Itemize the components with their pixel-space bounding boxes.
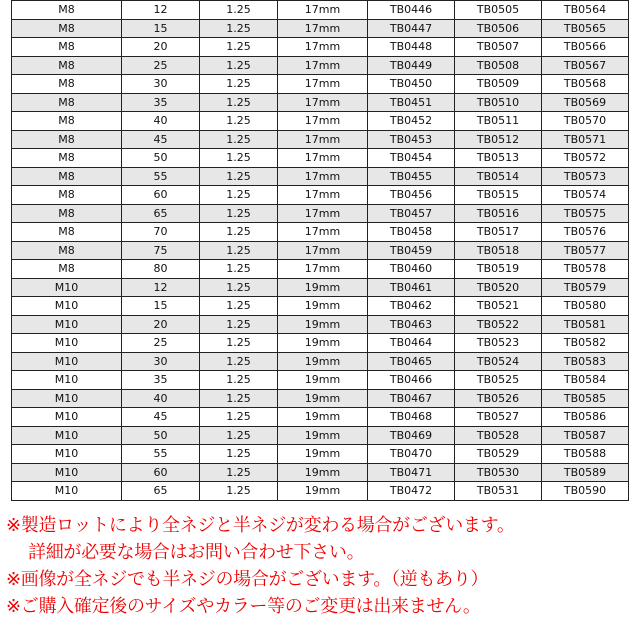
code-b-cell: TB0521 (455, 297, 542, 316)
pitch-cell: 1.25 (200, 389, 278, 408)
code-b-cell: TB0509 (455, 75, 542, 94)
thread-size-cell: M8 (12, 241, 122, 260)
code-c-cell: TB0578 (542, 260, 629, 279)
pitch-cell: 1.25 (200, 408, 278, 427)
length-cell: 40 (122, 389, 200, 408)
thread-size-cell: M8 (12, 56, 122, 75)
code-b-cell: TB0507 (455, 38, 542, 57)
code-a-cell: TB0457 (368, 204, 455, 223)
bolt-spec-table (11, 0, 629, 501)
pitch-cell: 1.25 (200, 204, 278, 223)
length-cell: 75 (122, 241, 200, 260)
hex-size-cell: 17mm (278, 223, 368, 242)
pitch-cell: 1.25 (200, 186, 278, 205)
code-a-cell: TB0458 (368, 223, 455, 242)
code-b-cell: TB0512 (455, 130, 542, 149)
code-c-cell: TB0587 (542, 426, 629, 445)
length-cell: 12 (122, 1, 200, 20)
table-row (12, 204, 629, 223)
thread-size-cell: M8 (12, 93, 122, 112)
code-a-cell: TB0452 (368, 112, 455, 131)
code-b-cell: TB0508 (455, 56, 542, 75)
code-a-cell: TB0453 (368, 130, 455, 149)
pitch-cell: 1.25 (200, 482, 278, 501)
hex-size-cell: 17mm (278, 241, 368, 260)
table-row (12, 352, 629, 371)
code-a-cell: TB0464 (368, 334, 455, 353)
thread-size-cell: M10 (12, 371, 122, 390)
hex-size-cell: 19mm (278, 315, 368, 334)
thread-size-cell: M10 (12, 352, 122, 371)
length-cell: 45 (122, 130, 200, 149)
thread-size-cell: M8 (12, 223, 122, 242)
code-c-cell: TB0576 (542, 223, 629, 242)
code-a-cell: TB0450 (368, 75, 455, 94)
pitch-cell: 1.25 (200, 297, 278, 316)
hex-size-cell: 17mm (278, 93, 368, 112)
code-c-cell: TB0582 (542, 334, 629, 353)
hex-size-cell: 19mm (278, 334, 368, 353)
table-row (12, 334, 629, 353)
hex-size-cell: 19mm (278, 463, 368, 482)
pitch-cell: 1.25 (200, 149, 278, 168)
code-b-cell: TB0529 (455, 445, 542, 464)
table-row (12, 112, 629, 131)
code-b-cell: TB0510 (455, 93, 542, 112)
code-c-cell: TB0588 (542, 445, 629, 464)
code-c-cell: TB0584 (542, 371, 629, 390)
table-row (12, 482, 629, 501)
thread-size-cell: M8 (12, 19, 122, 38)
table-row (12, 389, 629, 408)
note-inquiry: 詳細が必要な場合はお問い合わせ下さい。 (28, 542, 365, 563)
table-row (12, 223, 629, 242)
code-c-cell: TB0577 (542, 241, 629, 260)
pitch-cell: 1.25 (200, 426, 278, 445)
length-cell: 60 (122, 463, 200, 482)
thread-size-cell: M10 (12, 389, 122, 408)
thread-size-cell: M10 (12, 463, 122, 482)
code-a-cell: TB0468 (368, 408, 455, 427)
hex-size-cell: 17mm (278, 75, 368, 94)
length-cell: 55 (122, 167, 200, 186)
code-a-cell: TB0463 (368, 315, 455, 334)
code-c-cell: TB0570 (542, 112, 629, 131)
code-b-cell: TB0514 (455, 167, 542, 186)
pitch-cell: 1.25 (200, 56, 278, 75)
hex-size-cell: 17mm (278, 149, 368, 168)
code-b-cell: TB0527 (455, 408, 542, 427)
length-cell: 15 (122, 297, 200, 316)
thread-size-cell: M8 (12, 186, 122, 205)
table-row (12, 315, 629, 334)
length-cell: 30 (122, 75, 200, 94)
hex-size-cell: 17mm (278, 56, 368, 75)
pitch-cell: 1.25 (200, 371, 278, 390)
table-row (12, 186, 629, 205)
note-no-changes: ※ご購入確定後のサイズやカラー等のご変更は出来ません。 (6, 596, 481, 617)
hex-size-cell: 19mm (278, 408, 368, 427)
code-c-cell: TB0574 (542, 186, 629, 205)
hex-size-cell: 17mm (278, 38, 368, 57)
code-c-cell: TB0580 (542, 297, 629, 316)
table-row (12, 371, 629, 390)
pitch-cell: 1.25 (200, 112, 278, 131)
thread-size-cell: M10 (12, 334, 122, 353)
hex-size-cell: 17mm (278, 260, 368, 279)
code-c-cell: TB0565 (542, 19, 629, 38)
thread-size-cell: M8 (12, 204, 122, 223)
thread-size-cell: M10 (12, 315, 122, 334)
pitch-cell: 1.25 (200, 75, 278, 94)
thread-size-cell: M10 (12, 445, 122, 464)
pitch-cell: 1.25 (200, 241, 278, 260)
code-c-cell: TB0569 (542, 93, 629, 112)
table-row (12, 167, 629, 186)
code-a-cell: TB0470 (368, 445, 455, 464)
code-a-cell: TB0471 (368, 463, 455, 482)
table-row (12, 75, 629, 94)
thread-size-cell: M8 (12, 149, 122, 168)
pitch-cell: 1.25 (200, 130, 278, 149)
table-row (12, 463, 629, 482)
code-b-cell: TB0524 (455, 352, 542, 371)
code-b-cell: TB0518 (455, 241, 542, 260)
pitch-cell: 1.25 (200, 334, 278, 353)
code-b-cell: TB0506 (455, 19, 542, 38)
pitch-cell: 1.25 (200, 463, 278, 482)
code-b-cell: TB0526 (455, 389, 542, 408)
note-image-thread: ※画像が全ネジでも半ネジの場合がございます。（逆もあり） (6, 569, 489, 590)
table-row (12, 278, 629, 297)
code-a-cell: TB0467 (368, 389, 455, 408)
length-cell: 50 (122, 149, 200, 168)
hex-size-cell: 17mm (278, 19, 368, 38)
code-a-cell: TB0447 (368, 19, 455, 38)
table-row (12, 297, 629, 316)
pitch-cell: 1.25 (200, 93, 278, 112)
table-body (12, 1, 629, 501)
code-c-cell: TB0564 (542, 1, 629, 20)
table-row (12, 408, 629, 427)
thread-size-cell: M8 (12, 167, 122, 186)
code-b-cell: TB0517 (455, 223, 542, 242)
hex-size-cell: 19mm (278, 278, 368, 297)
code-b-cell: TB0530 (455, 463, 542, 482)
pitch-cell: 1.25 (200, 315, 278, 334)
thread-size-cell: M10 (12, 278, 122, 297)
hex-size-cell: 19mm (278, 389, 368, 408)
table-row (12, 130, 629, 149)
code-c-cell: TB0583 (542, 352, 629, 371)
code-a-cell: TB0456 (368, 186, 455, 205)
pitch-cell: 1.25 (200, 1, 278, 20)
length-cell: 20 (122, 315, 200, 334)
length-cell: 80 (122, 260, 200, 279)
code-b-cell: TB0528 (455, 426, 542, 445)
thread-size-cell: M8 (12, 112, 122, 131)
code-b-cell: TB0516 (455, 204, 542, 223)
table-row (12, 426, 629, 445)
notes-block (6, 512, 638, 620)
thread-size-cell: M8 (12, 1, 122, 20)
hex-size-cell: 19mm (278, 371, 368, 390)
length-cell: 50 (122, 426, 200, 445)
pitch-cell: 1.25 (200, 260, 278, 279)
code-b-cell: TB0531 (455, 482, 542, 501)
table-row (12, 260, 629, 279)
code-a-cell: TB0449 (368, 56, 455, 75)
table-row (12, 38, 629, 57)
code-b-cell: TB0520 (455, 278, 542, 297)
length-cell: 60 (122, 186, 200, 205)
code-b-cell: TB0505 (455, 1, 542, 20)
code-b-cell: TB0522 (455, 315, 542, 334)
hex-size-cell: 19mm (278, 297, 368, 316)
pitch-cell: 1.25 (200, 38, 278, 57)
hex-size-cell: 19mm (278, 482, 368, 501)
code-c-cell: TB0575 (542, 204, 629, 223)
pitch-cell: 1.25 (200, 223, 278, 242)
code-b-cell: TB0515 (455, 186, 542, 205)
code-b-cell: TB0513 (455, 149, 542, 168)
thread-size-cell: M8 (12, 75, 122, 94)
length-cell: 20 (122, 38, 200, 57)
code-c-cell: TB0572 (542, 149, 629, 168)
thread-size-cell: M8 (12, 38, 122, 57)
code-c-cell: TB0568 (542, 75, 629, 94)
code-a-cell: TB0461 (368, 278, 455, 297)
table-row (12, 445, 629, 464)
table-row (12, 93, 629, 112)
length-cell: 15 (122, 19, 200, 38)
length-cell: 30 (122, 352, 200, 371)
code-c-cell: TB0586 (542, 408, 629, 427)
hex-size-cell: 19mm (278, 445, 368, 464)
pitch-cell: 1.25 (200, 445, 278, 464)
code-c-cell: TB0590 (542, 482, 629, 501)
length-cell: 40 (122, 112, 200, 131)
pitch-cell: 1.25 (200, 19, 278, 38)
code-b-cell: TB0519 (455, 260, 542, 279)
code-c-cell: TB0585 (542, 389, 629, 408)
pitch-cell: 1.25 (200, 278, 278, 297)
code-a-cell: TB0469 (368, 426, 455, 445)
code-a-cell: TB0466 (368, 371, 455, 390)
code-b-cell: TB0525 (455, 371, 542, 390)
note-lot-variation: ※製造ロットにより全ネジと半ネジが変わる場合がございます。 (6, 515, 515, 536)
length-cell: 45 (122, 408, 200, 427)
code-b-cell: TB0511 (455, 112, 542, 131)
code-a-cell: TB0448 (368, 38, 455, 57)
code-a-cell: TB0460 (368, 260, 455, 279)
length-cell: 25 (122, 56, 200, 75)
hex-size-cell: 17mm (278, 167, 368, 186)
length-cell: 65 (122, 204, 200, 223)
table-row (12, 56, 629, 75)
code-b-cell: TB0523 (455, 334, 542, 353)
code-c-cell: TB0573 (542, 167, 629, 186)
table-row (12, 241, 629, 260)
code-a-cell: TB0462 (368, 297, 455, 316)
length-cell: 70 (122, 223, 200, 242)
hex-size-cell: 19mm (278, 426, 368, 445)
code-c-cell: TB0566 (542, 38, 629, 57)
thread-size-cell: M10 (12, 408, 122, 427)
thread-size-cell: M10 (12, 426, 122, 445)
thread-size-cell: M8 (12, 260, 122, 279)
thread-size-cell: M10 (12, 297, 122, 316)
hex-size-cell: 19mm (278, 352, 368, 371)
code-a-cell: TB0472 (368, 482, 455, 501)
code-a-cell: TB0446 (368, 1, 455, 20)
hex-size-cell: 17mm (278, 112, 368, 131)
length-cell: 35 (122, 93, 200, 112)
code-a-cell: TB0459 (368, 241, 455, 260)
pitch-cell: 1.25 (200, 167, 278, 186)
code-a-cell: TB0465 (368, 352, 455, 371)
length-cell: 12 (122, 278, 200, 297)
code-c-cell: TB0589 (542, 463, 629, 482)
hex-size-cell: 17mm (278, 130, 368, 149)
length-cell: 65 (122, 482, 200, 501)
code-a-cell: TB0455 (368, 167, 455, 186)
code-c-cell: TB0579 (542, 278, 629, 297)
table-row (12, 1, 629, 20)
code-a-cell: TB0451 (368, 93, 455, 112)
length-cell: 55 (122, 445, 200, 464)
code-c-cell: TB0571 (542, 130, 629, 149)
code-c-cell: TB0581 (542, 315, 629, 334)
code-a-cell: TB0454 (368, 149, 455, 168)
thread-size-cell: M8 (12, 130, 122, 149)
code-c-cell: TB0567 (542, 56, 629, 75)
pitch-cell: 1.25 (200, 352, 278, 371)
table-row (12, 19, 629, 38)
table-row (12, 149, 629, 168)
length-cell: 25 (122, 334, 200, 353)
thread-size-cell: M10 (12, 482, 122, 501)
hex-size-cell: 17mm (278, 1, 368, 20)
hex-size-cell: 17mm (278, 204, 368, 223)
hex-size-cell: 17mm (278, 186, 368, 205)
length-cell: 35 (122, 371, 200, 390)
